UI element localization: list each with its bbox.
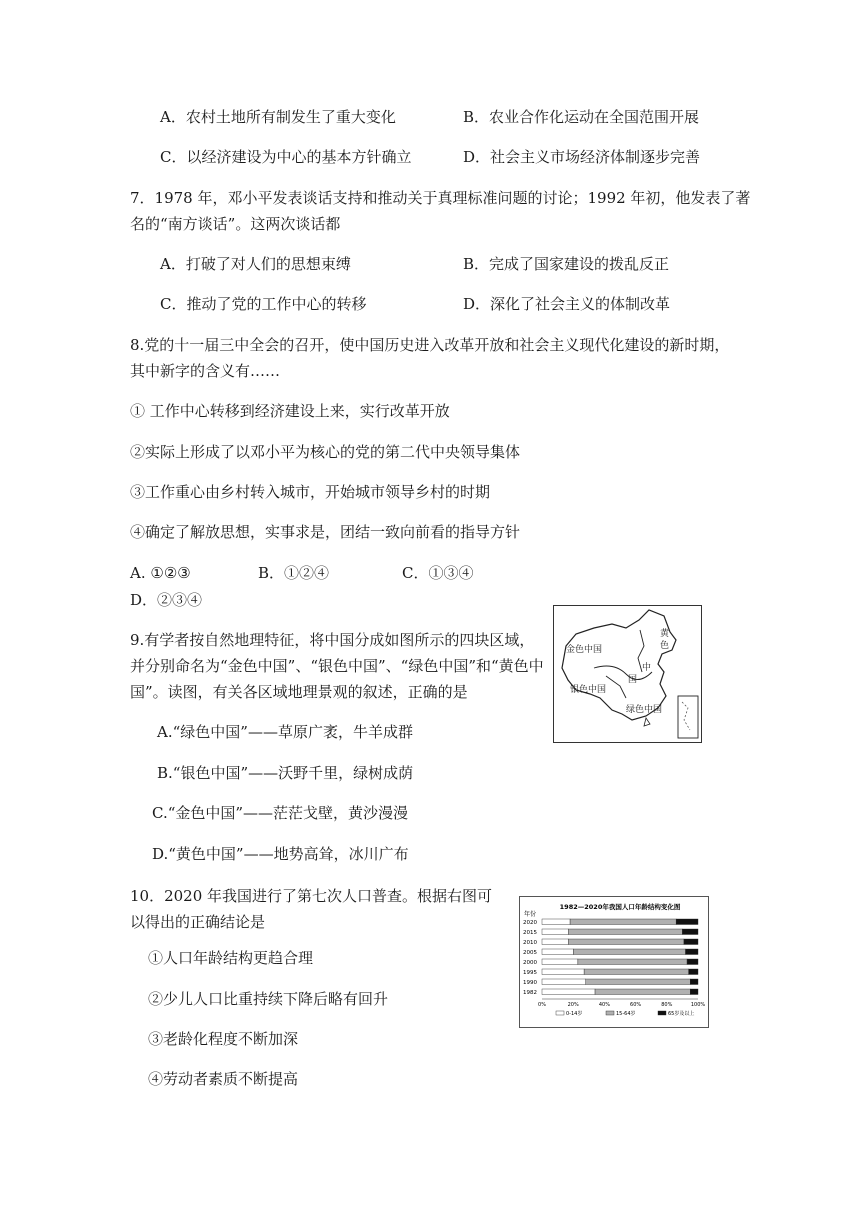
q8-item-4: ④确定了解放思想，实事求是，团结一致向前看的指导方针 (130, 523, 521, 541)
chart-category-label: 2005 (523, 950, 537, 956)
q6-option-d: D．社会主义市场经济体制逐步完善 (463, 148, 701, 166)
china-regions-map (553, 605, 702, 743)
q8-stem-line1: 8.党的十一届三中全会的召开，使中国历史进入改革开放和社会主义现代化建设的新时期， (130, 336, 730, 354)
chart-bar-segment (690, 979, 698, 985)
q7-stem-line2: 名的“南方谈话”。这两次谈话都 (130, 215, 341, 233)
chart-bar-segment (542, 929, 569, 935)
q7-option-d: D．深化了社会主义的体制改革 (463, 295, 671, 313)
chart-x-tick-label: 40% (598, 1002, 610, 1008)
q10-item-3: ③老龄化程度不断加深 (148, 1030, 299, 1048)
chart-category-label: 1982 (523, 990, 537, 996)
q10-stem-line1: 10．2020 年我国进行了第七次人口普查。根据右图可 (130, 887, 493, 905)
q9-stem-line2: 并分别命名为“金色中国”、“银色中国”、“绿色中国”和“黄色中 (130, 657, 544, 675)
chart-category-label: 1990 (523, 980, 537, 986)
map-label-zhong: 中 (642, 663, 652, 673)
q8-option-b: B．①②④ (258, 564, 330, 582)
population-chart-svg (520, 897, 708, 1027)
chart-bar-segment (686, 949, 698, 955)
chart-bar-segment (595, 989, 690, 995)
chart-x-tick-label: 60% (630, 1002, 642, 1008)
q8-option-c: C．①③④ (402, 564, 474, 582)
chart-x-tick-label: 80% (661, 1002, 673, 1008)
chart-bar-segment (690, 989, 698, 995)
chart-bar-segment (542, 939, 569, 945)
chart-bar-segment (569, 939, 684, 945)
q6-option-a: A．农村土地所有制发生了重大变化 (160, 108, 396, 126)
q7-option-b: B．完成了国家建设的拨乱反正 (463, 255, 670, 273)
q7-option-a: A．打破了对人们的思想束缚 (160, 255, 351, 273)
population-chart (519, 896, 709, 1028)
q9-option-c: C.“金色中国”——茫茫戈壁，黄沙漫漫 (152, 804, 409, 822)
map-label-yellow-2: 色 (660, 641, 670, 651)
chart-bar-segment (542, 969, 584, 975)
chart-bar-segment (689, 969, 698, 975)
chart-category-label: 2000 (523, 960, 537, 966)
chart-category-label: 2010 (523, 940, 537, 946)
chart-bar-segment (569, 929, 683, 935)
q6-option-c: C．以经济建设为中心的基本方针确立 (160, 148, 412, 166)
q7-stem-line1: 7．1978 年，邓小平发表谈话支持和推动关于真理标准问题的讨论；1992 年初，他发表了著 (130, 189, 751, 207)
chart-legend-label: 65岁及以上 (668, 1011, 695, 1017)
q8-option-d: D．②③④ (130, 591, 203, 609)
q10-item-2: ②少儿人口比重持续下降后略有回升 (148, 990, 389, 1008)
chart-legend-swatch (556, 1011, 564, 1015)
chart-x-tick-label: 100% (690, 1002, 706, 1008)
chart-bar-segment (676, 919, 698, 925)
map-label-silver: 银色中国 (570, 685, 607, 695)
q8-item-3: ③工作重心由乡村转入城市，开始城市领导乡村的时期 (130, 483, 491, 501)
q10-item-4: ④劳动者素质不断提高 (148, 1070, 299, 1088)
q9-stem-line1: 9.有学者按自然地理特征，将中国分成如图所示的四块区域， (130, 631, 535, 649)
chart-legend-label: 0-14岁 (566, 1011, 583, 1017)
chart-bar-segment (578, 959, 687, 965)
chart-legend-label: 15-64岁 (616, 1011, 636, 1017)
map-label-green: 绿色中国 (626, 705, 663, 715)
chart-bar-segment (542, 979, 586, 985)
chart-bar-segment (542, 989, 595, 995)
q8-item-2: ②实际上形成了以邓小平为核心的党的第二代中央领导集体 (130, 443, 521, 461)
chart-category-label: 1995 (523, 970, 537, 976)
q9-option-d: D.“黄色中国”——地势高耸，冰川广布 (152, 845, 409, 863)
q10-item-1: ①人口年龄结构更趋合理 (148, 949, 314, 967)
chart-ylabel: 年份 (524, 911, 537, 918)
chart-bar-segment (542, 919, 570, 925)
q6-option-b: B．农业合作化运动在全国范围开展 (463, 108, 700, 126)
chart-bar-segment (682, 929, 698, 935)
chart-legend-swatch (606, 1011, 614, 1015)
chart-bar-segment (584, 969, 689, 975)
chart-bar-segment (687, 959, 698, 965)
map-label-guo: 国 (628, 675, 638, 685)
chart-legend (556, 1010, 694, 1017)
chart-title: 1982—2020年我国人口年龄结构变化图 (559, 903, 681, 911)
chart-bar-segment (570, 919, 676, 925)
map-label-yellow-1: 黄 (660, 629, 670, 639)
q9-stem-line3: 国”。读图，有关各区域地理景观的叙述，正确的是 (130, 683, 468, 701)
q8-item-1: ① 工作中心转移到经济建设上来，实行改革开放 (130, 402, 450, 420)
q10-stem-line2: 以得出的正确结论是 (130, 913, 266, 931)
chart-bar-segment (684, 939, 698, 945)
chart-legend-swatch (658, 1011, 666, 1015)
chart-category-label: 2015 (523, 930, 537, 936)
chart-bar-segment (542, 959, 578, 965)
chart-bars (523, 919, 698, 996)
chart-bar-segment (586, 979, 691, 985)
q8-stem-line2: 其中新字的含义有…… (130, 362, 281, 380)
q9-option-a: A.“绿色中国”——草原广袤，牛羊成群 (157, 723, 413, 741)
chart-x-tick-label: 20% (567, 1002, 579, 1008)
map-label-gold: 金色中国 (566, 645, 603, 655)
q8-option-a: A. ①②③ (130, 564, 191, 582)
chart-bar-segment (573, 949, 685, 955)
chart-x-tick-label: 0% (538, 1002, 546, 1008)
chart-ticks (538, 999, 705, 1008)
chart-bar-segment (542, 949, 573, 955)
q7-option-c: C．推动了党的工作中心的转移 (160, 295, 367, 313)
chart-category-label: 2020 (523, 920, 537, 926)
q9-option-b: B.“银色中国”——沃野千里，绿树成荫 (157, 764, 414, 782)
